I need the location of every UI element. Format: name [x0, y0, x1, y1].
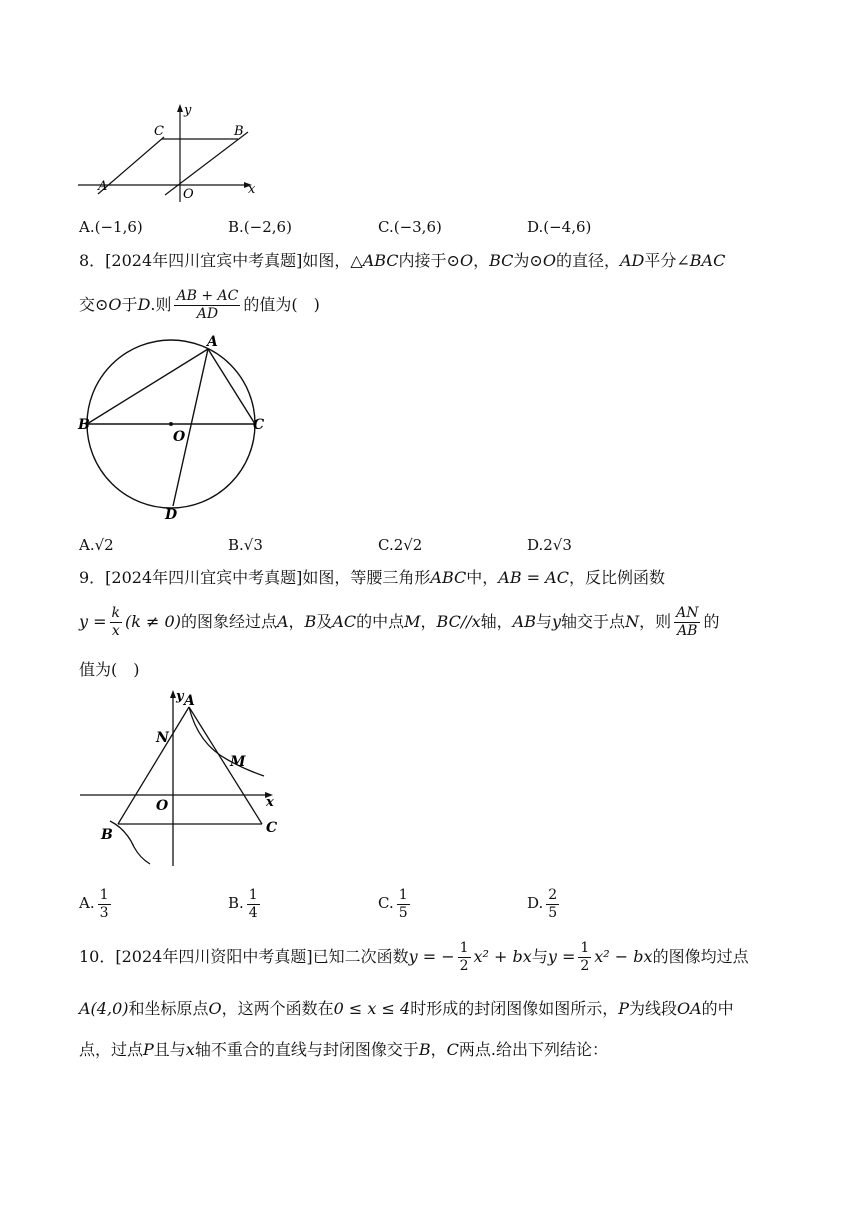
q10-func2-denominator: 2: [580, 958, 590, 974]
q7-label-b: B: [234, 124, 244, 139]
q9-option-d: [527, 884, 562, 922]
q10-text: 的图像均过点: [652, 947, 749, 966]
q9-option-prefix: B.: [228, 894, 244, 912]
q8-segment-ad: [173, 349, 208, 506]
q9-label-c: C: [266, 820, 278, 836]
q9-text: 的图象经过点: [180, 612, 277, 631]
q9-math: N: [625, 612, 640, 631]
q8-text: 8．[2024年四川宜宾中考真题]如图，: [79, 251, 351, 270]
q8-label-b: B: [78, 417, 90, 433]
q9-math: y: [552, 612, 562, 631]
q9-text: ，: [288, 612, 305, 631]
q9-option-c: [378, 884, 413, 922]
q9-text: ，则: [639, 612, 672, 631]
q10-line2: [79, 999, 734, 1019]
q7-figure: [70, 98, 270, 208]
q10-text: 点，过点: [79, 1040, 144, 1059]
q9-option-denominator: 5: [548, 904, 558, 921]
q10-math: 0 ≤ x ≤ 4: [333, 999, 411, 1018]
q10-math: O: [208, 999, 222, 1018]
q8-math: AD: [619, 251, 645, 270]
q10-text: 的中: [701, 999, 734, 1018]
q7-label-c: C: [154, 124, 164, 139]
q9-option-denominator: 5: [398, 904, 408, 921]
q9-line2: [79, 603, 719, 643]
q8-label-a: A: [207, 334, 218, 350]
q8-text: 于: [121, 295, 138, 314]
q10-line1: [79, 938, 749, 978]
q8-math: O: [108, 295, 122, 314]
q10-text: 两点.给出下列结论：: [458, 1040, 608, 1059]
q10-text: 时形成的封闭图像如图所示，: [410, 999, 619, 1018]
q10-line3: [79, 1040, 608, 1060]
q9-text: 与: [535, 612, 552, 631]
q9-figure: [70, 684, 290, 870]
q8-figure: [70, 332, 280, 524]
q8-text: 平分: [644, 251, 677, 270]
q9-label-b: B: [101, 827, 113, 843]
q10-text: 和坐标原点: [128, 999, 209, 1018]
q10-math: P: [143, 1040, 154, 1059]
q9-text: 轴交于点: [561, 612, 626, 631]
q8-text: 为⊙: [513, 251, 543, 270]
q8-line1: [79, 251, 725, 271]
q9-math: AC: [332, 612, 357, 631]
q10-math: C: [446, 1040, 459, 1059]
q9-hyperbola-lower: [110, 821, 150, 864]
q10-text: 10．[2024年四川资阳中考真题]已知二次函数: [79, 947, 409, 966]
q8-fraction-numerator: AB + AC: [176, 288, 239, 304]
q8-option-b: B.√3: [228, 536, 263, 554]
q9-option-a: [79, 884, 114, 922]
q9-label-y: y: [176, 689, 184, 704]
q10-func1-denominator: 2: [459, 958, 469, 974]
q9-fraction-numerator: AN: [676, 605, 699, 621]
q8-label-c: C: [253, 417, 265, 433]
q9-text: 的: [703, 612, 720, 631]
q8-line2: [79, 286, 320, 326]
q9-math: AB = AC: [498, 568, 569, 587]
q8-segment-ab: [87, 349, 208, 424]
q10-text: 与: [531, 947, 548, 966]
q9-hyperbola-upper: [189, 707, 264, 776]
q10-text: 且与: [153, 1040, 186, 1059]
q9-math: AB: [512, 612, 536, 631]
q8-text: 内接于⊙: [398, 251, 460, 270]
q7-label-y: y: [184, 103, 192, 118]
q8-text: 的直径，: [555, 251, 620, 270]
q9-func-condition: (k ≠ 0): [125, 612, 181, 631]
q9-func-lhs: y =: [79, 612, 107, 631]
q8-text: 的值为( ): [243, 295, 320, 314]
q9-option-fraction: [98, 887, 111, 922]
q10-func1-rhs: x² + bx: [473, 947, 532, 966]
q10-math: OA: [676, 999, 702, 1018]
q7-y-arrow: [177, 104, 183, 112]
q10-func2-rhs: x² − bx: [594, 947, 653, 966]
q9-option-numerator: 1: [248, 886, 258, 903]
q7-option-d: D.(−4,6): [527, 218, 592, 236]
q10-math: A(4,0): [79, 999, 129, 1018]
q9-option-numerator: 1: [398, 886, 408, 903]
q10-text: 为线段: [628, 999, 677, 1018]
q8-center-dot: [169, 422, 173, 426]
q10-math: B: [418, 1040, 431, 1059]
q7-label-x: x: [248, 182, 256, 197]
q9-segment-ac: [189, 707, 262, 824]
q9-text: 轴，: [480, 612, 513, 631]
q8-math: O: [542, 251, 556, 270]
q9-line1: [79, 568, 665, 588]
q9-math: BC//x: [436, 612, 481, 631]
q8-segment-ac: [208, 349, 255, 424]
q8-math: ∠BAC: [676, 251, 726, 270]
q8-option-c: C.2√2: [378, 536, 423, 554]
q7-option-c: C.(−3,6): [378, 218, 442, 236]
q9-label-o: O: [156, 798, 169, 814]
q9-func-numerator: k: [111, 605, 121, 621]
q8-label-d: D: [165, 507, 178, 523]
q8-text: 交⊙: [79, 295, 109, 314]
q10-math: P: [618, 999, 629, 1018]
q9-math: ABC: [430, 568, 467, 587]
q9-option-fraction: [546, 887, 559, 922]
q9-text: 及: [316, 612, 333, 631]
q10-func1-fraction: [458, 940, 471, 975]
q9-option-denominator: 3: [99, 904, 109, 921]
q8-option-a: A.√2: [79, 536, 114, 554]
q8-fraction: [174, 288, 240, 323]
q9-math: B: [304, 612, 317, 631]
q9-option-numerator: 2: [548, 886, 558, 903]
q10-func2-fraction: [578, 940, 591, 975]
q9-option-prefix: C.: [378, 894, 394, 912]
q9-line3: 值为( ): [79, 660, 140, 679]
q8-math: △ABC: [350, 251, 399, 270]
q9-text: ，: [420, 612, 437, 631]
q9-text: 9．[2024年四川宜宾中考真题]如图，等腰三角形: [79, 568, 431, 587]
q10-text: ，这两个函数在: [221, 999, 334, 1018]
q9-text: 的中点: [356, 612, 405, 631]
q9-math: A: [276, 612, 289, 631]
q9-fraction: [674, 605, 700, 640]
q9-option-fraction: [397, 887, 410, 922]
q7-option-b: B.(−2,6): [228, 218, 292, 236]
q8-label-o: O: [173, 429, 186, 445]
q10-func2-lhs: y =: [547, 947, 576, 966]
q9-func-fraction: [110, 605, 122, 640]
q9-option-prefix: D.: [527, 894, 544, 912]
q9-fraction-denominator: AB: [677, 623, 698, 639]
q9-label-a: A: [184, 693, 195, 709]
q9-option-fraction: [247, 887, 260, 922]
q8-math: D: [137, 295, 151, 314]
q8-text: .则: [150, 295, 172, 314]
q8-fraction-denominator: AD: [196, 306, 219, 322]
q10-math: x: [185, 1040, 195, 1059]
q7-label-o: O: [183, 187, 194, 202]
q7-label-a: A: [98, 179, 108, 194]
q9-option-b: [228, 884, 263, 922]
q8-option-d: D.2√3: [527, 536, 572, 554]
q9-label-n: N: [156, 730, 169, 746]
q9-func-denominator: x: [111, 623, 120, 639]
q10-func2-numerator: 1: [580, 940, 590, 956]
q10-text: ，: [430, 1040, 447, 1059]
q8-math: O: [459, 251, 474, 270]
q9-label-m: M: [230, 754, 246, 770]
q8-text: ，: [473, 251, 490, 270]
q9-segment-ab: [118, 707, 189, 824]
q9-option-prefix: A.: [79, 894, 95, 912]
q10-text: 轴不重合的直线与封闭图像交于: [194, 1040, 419, 1059]
q9-option-numerator: 1: [99, 886, 109, 903]
q10-func1-numerator: 1: [459, 940, 469, 956]
q7-option-a: A.(−1,6): [79, 218, 143, 236]
q9-text: ，反比例函数: [568, 568, 665, 587]
q9-option-denominator: 4: [248, 904, 258, 921]
q9-math: M: [404, 612, 421, 631]
q10-func1-lhs: y = −: [408, 947, 455, 966]
q9-text: 中，: [466, 568, 499, 587]
q9-label-x: x: [266, 795, 274, 810]
q8-math: BC: [489, 251, 514, 270]
